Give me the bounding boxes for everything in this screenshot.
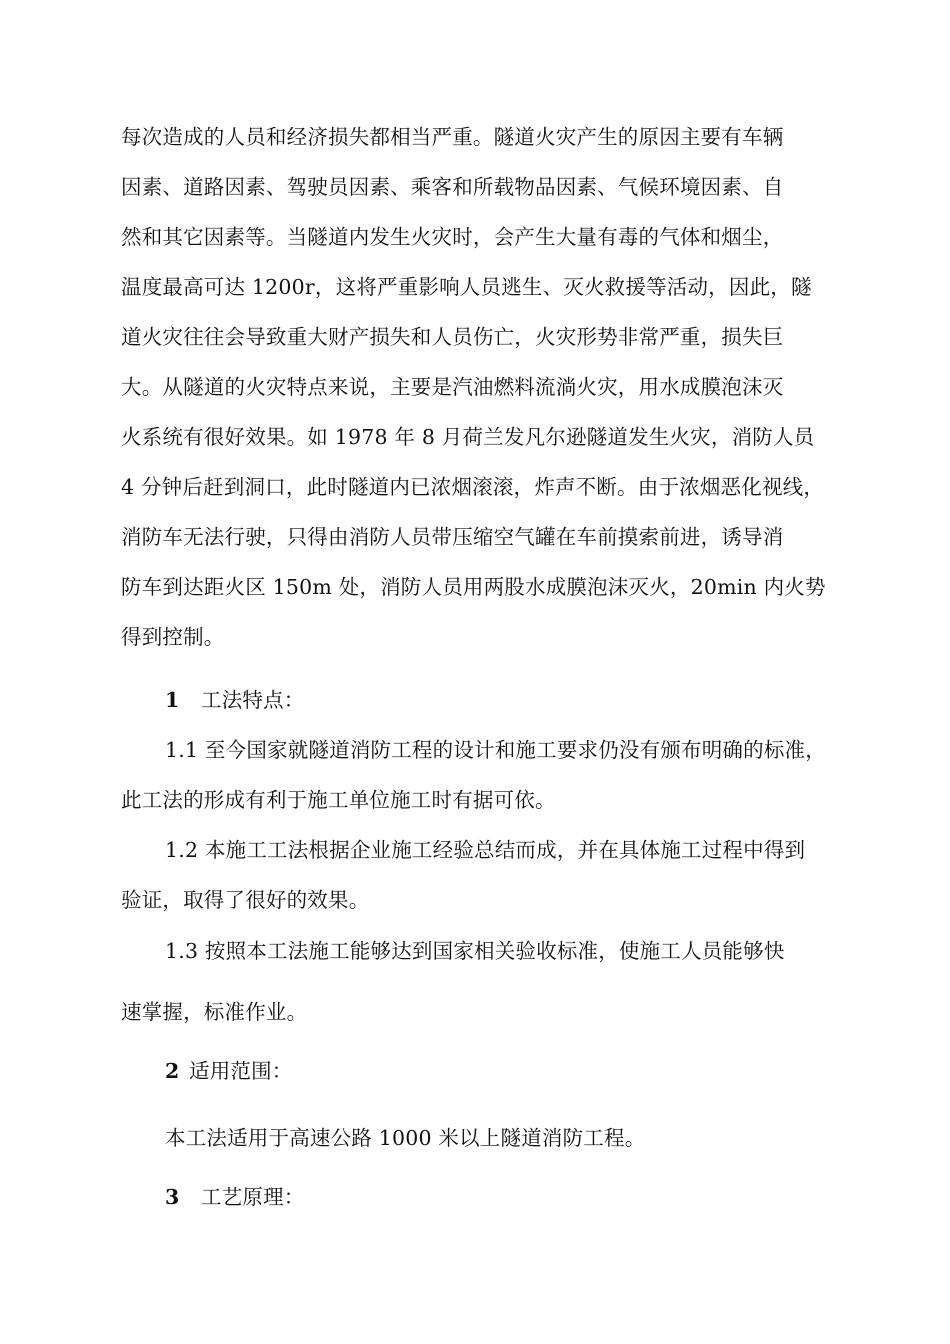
clause-continuation: 速掌握，标准作业。 <box>121 1000 308 1024</box>
clause-first-line <box>165 937 785 965</box>
section-heading <box>165 1057 293 1085</box>
intro-line: 每次造成的人员和经济损失都相当严重。隧道火灾产生的原因主要有车辆 <box>121 125 784 149</box>
clause-text: 按照本工法施工能够达到国家相关验收标准，使施工人员能够快 <box>204 939 785 963</box>
intro-line: 因素、道路因素、驾驶员因素、乘客和所载物品因素、气候环境因素、自 <box>121 175 784 199</box>
clause-continuation: 验证，取得了很好的效果。 <box>121 888 370 912</box>
clause-number: 1.2 <box>165 838 199 862</box>
section-title: 适用范围： <box>189 1059 293 1083</box>
clause-number: 1.3 <box>165 939 199 963</box>
section-title: 工艺原理： <box>201 1185 305 1209</box>
clause-continuation: 此工法的形成有利于施工单位施工时有据可依。 <box>121 788 556 812</box>
intro-line: 消防车无法行驶，只得由消防人员带压缩空气罐在车前摸索前进，诱导消 <box>121 525 784 549</box>
intro-line: 得到控制。 <box>121 625 225 649</box>
clause-first-line <box>165 836 805 864</box>
intro-line: 道火灾往往会导致重大财产损失和人员伤亡，火灾形势非常严重，损失巨 <box>121 325 784 349</box>
section-number: 1 <box>165 688 180 712</box>
clause-first-line <box>165 736 826 764</box>
section-heading <box>165 686 305 714</box>
clause-number: 1.1 <box>165 738 199 762</box>
intro-line: 防车到达距火区 150m 处，消防人员用两股水成膜泡沫灭火，20min 内火势 <box>121 575 826 599</box>
intro-line: 4 分钟后赶到洞口，此时隧道内已浓烟滚滚，炸声不断。由于浓烟恶化视线， <box>121 475 825 499</box>
intro-line: 火系统有很好效果。如 1978 年 8 月荷兰发凡尔逊隧道发生火灾，消防人员 <box>121 425 815 449</box>
section-title: 工法特点： <box>201 688 305 712</box>
clause-text: 本施工工法根据企业施工经验总结而成，并在具体施工过程中得到 <box>204 838 806 862</box>
clause-text: 至今国家就隧道消防工程的设计和施工要求仍没有颁布明确的标准， <box>204 738 826 762</box>
intro-line: 然和其它因素等。当隧道内发生火灾时，会产生大量有毒的气体和烟尘， <box>121 225 784 249</box>
section-number: 2 <box>165 1059 180 1083</box>
intro-line: 温度最高可达 1200r，这将严重影响人员逃生、灭火救援等活动，因此，隧 <box>121 275 812 299</box>
section-body: 本工法适用于高速公路 1000 米以上隧道消防工程。 <box>165 1126 646 1150</box>
section-heading <box>165 1183 305 1211</box>
intro-line: 大。从隧道的火灾特点来说，主要是汽油燃料流淌火灾，用水成膜泡沫灭 <box>121 375 784 399</box>
section-number: 3 <box>165 1185 180 1209</box>
